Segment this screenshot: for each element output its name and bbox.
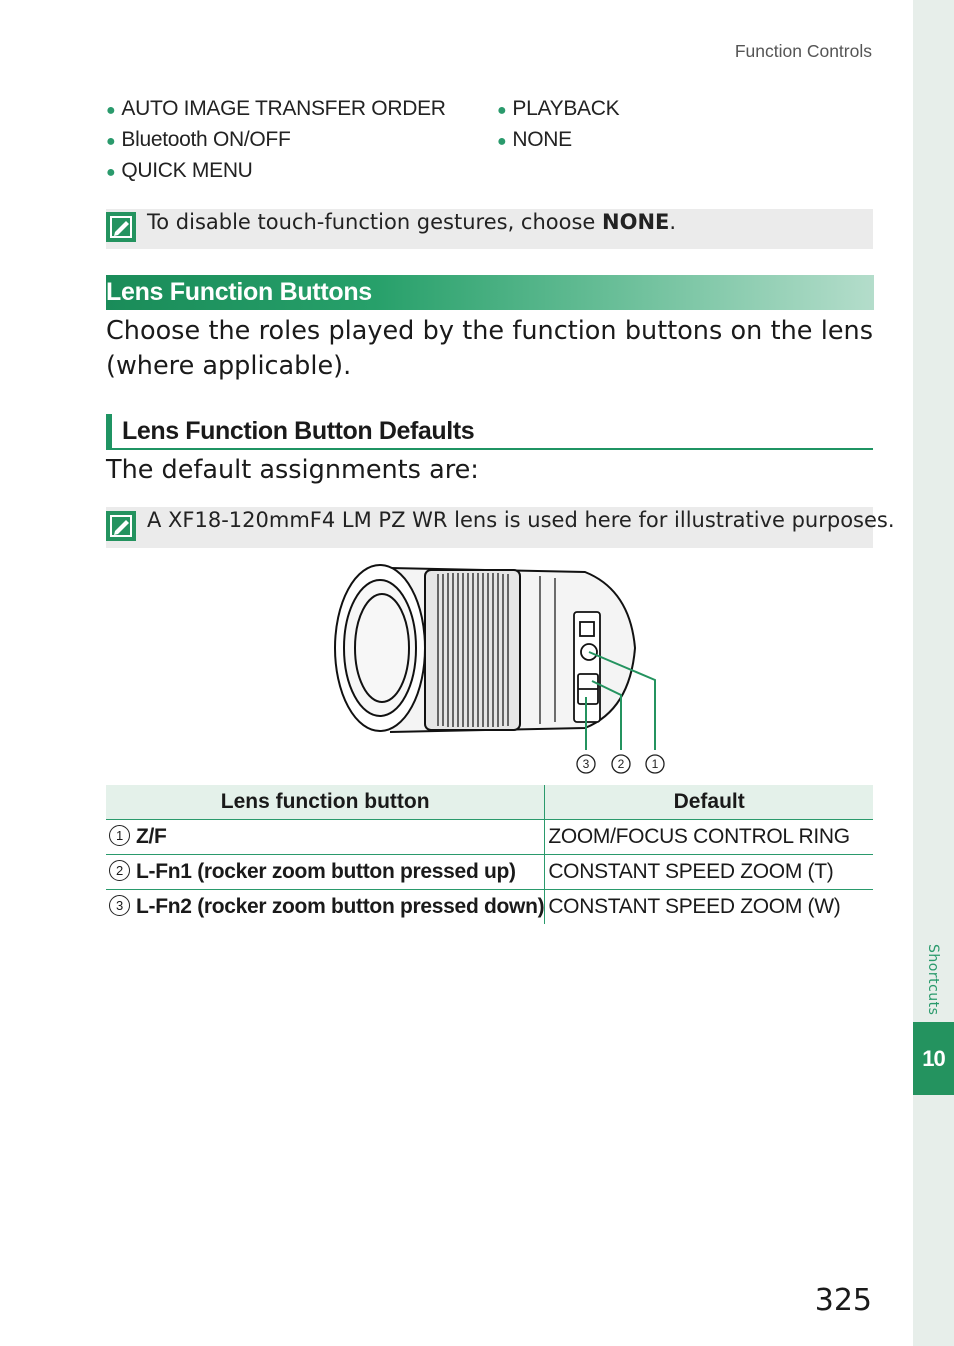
note-icon (106, 511, 136, 541)
callout-2: 2 (617, 757, 625, 771)
note-text: To disable touch-function gestures, choose NONE. (147, 210, 677, 234)
defaults-intro: The default assignments are: (106, 455, 479, 485)
number-badge: 2 (109, 860, 130, 881)
chapter-tab[interactable]: 10 (913, 1022, 954, 1095)
note-text: A XF18-120mmF4 LM PZ WR lens is used here for illustrative purposes. (147, 508, 895, 532)
page-number: 325 (814, 1283, 872, 1318)
option-item: ● PLAYBACK (497, 97, 620, 120)
section-title: Lens Function Buttons (106, 278, 372, 306)
note-box (106, 507, 895, 548)
table-header-row (106, 785, 873, 820)
side-tab-strip (913, 0, 954, 1346)
defaults-table (106, 785, 873, 924)
number-badge: 3 (109, 895, 130, 916)
note-box (106, 209, 873, 249)
number-badge: 1 (109, 825, 130, 846)
default-cell: CONSTANT SPEED ZOOM (W) (548, 895, 841, 918)
header-lens-button: Lens function button (106, 785, 545, 820)
bullet-icon: ● (106, 133, 116, 150)
option-item: ● Bluetooth ON/OFF (106, 128, 291, 151)
button-cell (106, 855, 545, 890)
button-name: L-Fn1 (rocker zoom button pressed up) (136, 860, 516, 883)
table-row (106, 855, 873, 890)
subsection-title: Lens Function Button Defaults (122, 417, 475, 445)
option-item: ● QUICK MENU (106, 159, 253, 182)
bullet-icon: ● (106, 102, 116, 119)
bullet-icon: ● (497, 102, 507, 119)
button-name: Z/F (136, 825, 167, 848)
default-cell: ZOOM/FOCUS CONTROL RING (545, 820, 873, 855)
running-head: Function Controls (734, 41, 872, 61)
table-row (106, 820, 873, 855)
option-item: ● NONE (497, 128, 572, 151)
bullet-icon: ● (106, 164, 116, 181)
button-cell (106, 820, 545, 855)
bullet-icon: ● (497, 133, 507, 150)
button-cell (106, 890, 545, 925)
default-cell: CONSTANT SPEED ZOOM (T) (545, 855, 873, 890)
lens-illustration (330, 560, 670, 780)
intro-paragraph: Choose the roles played by the function buttons on the lens (where applicable). (106, 316, 873, 381)
callout-1: 1 (651, 757, 659, 771)
option-item: ● AUTO IMAGE TRANSFER ORDER (106, 97, 446, 120)
button-name: L-Fn2 (rocker zoom button pressed down) (136, 895, 545, 918)
table-row (106, 890, 873, 925)
note-icon (106, 212, 136, 242)
callout-3: 3 (582, 757, 590, 771)
header-default: Default (545, 785, 873, 820)
side-tab-label: Shortcuts (925, 944, 941, 1016)
subsection-accent (106, 414, 112, 449)
